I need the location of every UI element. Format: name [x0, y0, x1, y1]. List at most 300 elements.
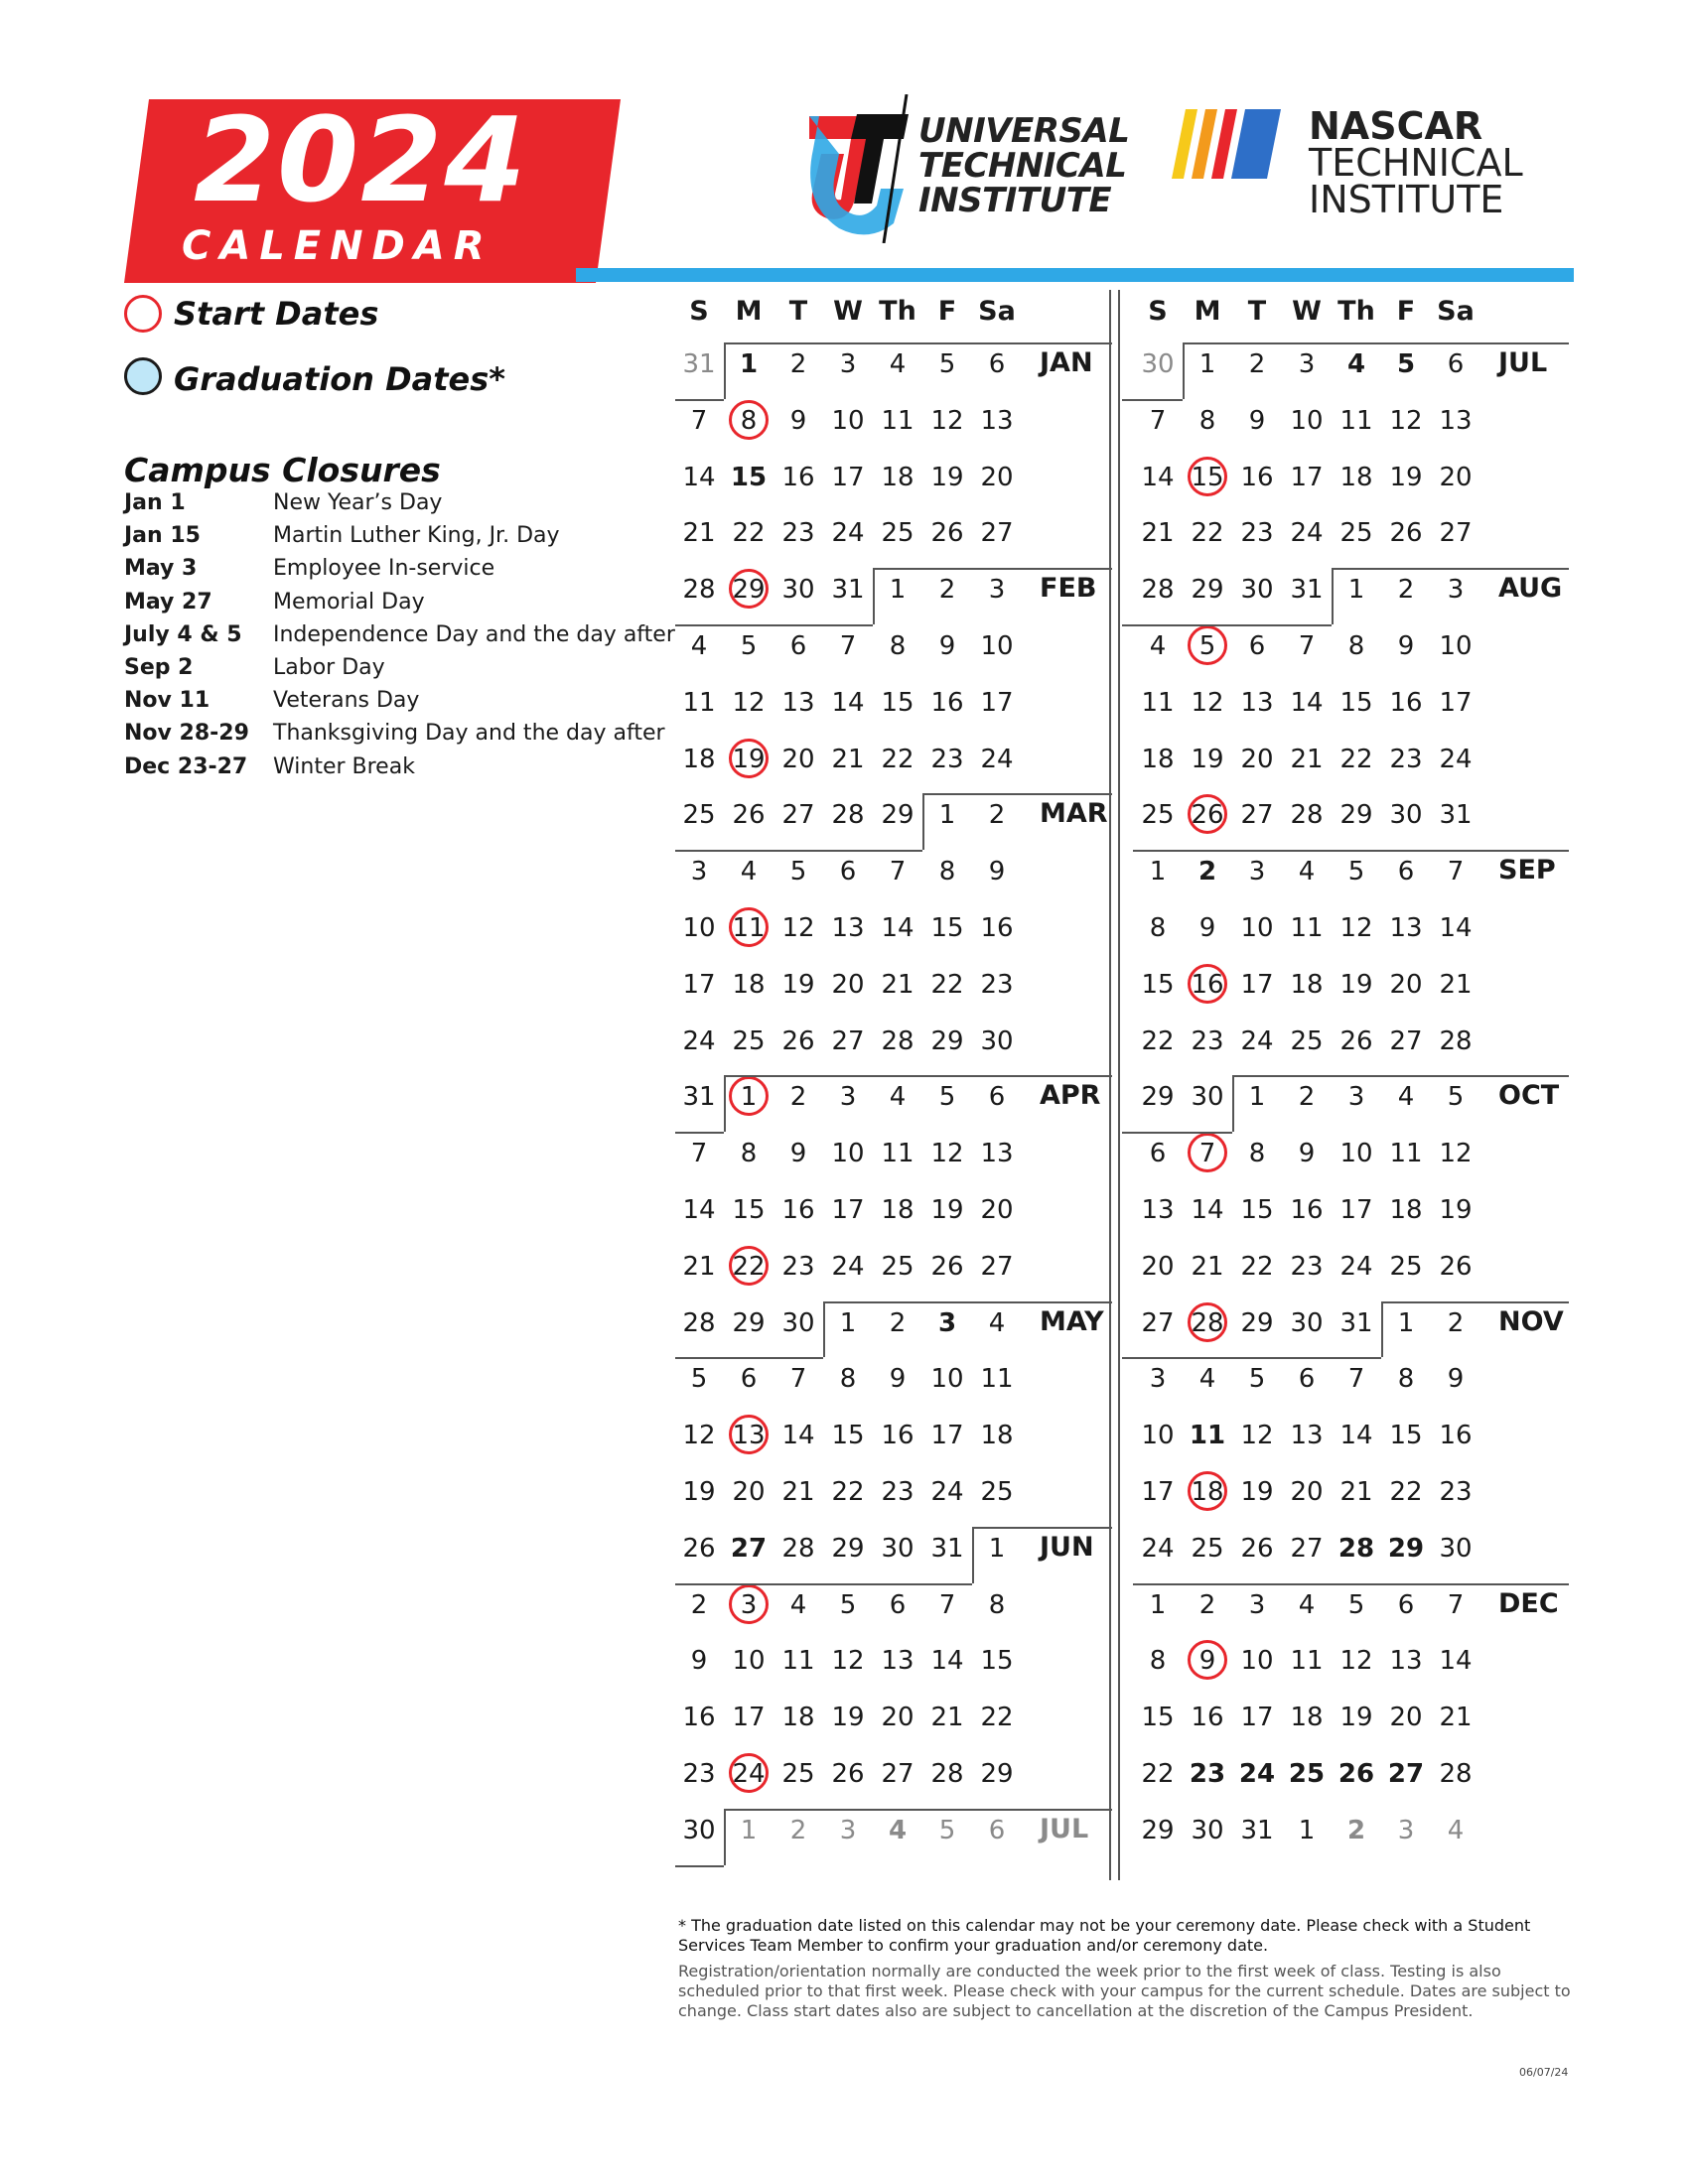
calendar-day: 23 [682, 1759, 716, 1789]
nascar-logo-icon [1172, 109, 1281, 179]
calendar-day: 8 [1149, 1646, 1167, 1677]
calendar-day: 21 [1290, 744, 1324, 774]
calendar-day: 7 [938, 1589, 956, 1620]
calendar-day: 30 [1389, 800, 1423, 831]
calendar-day: 3 [1298, 349, 1316, 379]
calendar-day: 7 [889, 857, 907, 887]
calendar-day-start-date: 9 [1183, 1638, 1232, 1684]
calendar-day: 1 [839, 1307, 857, 1338]
calendar-day: 28 [781, 1533, 815, 1564]
closure-date: Nov 28-29 [124, 721, 249, 747]
month-label: SEP [1498, 855, 1556, 887]
closure-name: Memorial Day [273, 589, 425, 614]
month-label: JUL [1498, 347, 1548, 378]
calendar-day: 25 [881, 1251, 914, 1282]
calendar-day: 23 [1439, 1477, 1473, 1507]
calendar-day: 17 [1240, 969, 1274, 1000]
calendar-day: 24 [831, 518, 865, 549]
calendar-day-start-date: 1 [724, 1074, 774, 1120]
calendar-day: 10 [1439, 631, 1473, 661]
calendar-day: 3 [1347, 1082, 1365, 1113]
calendar-day: 19 [1240, 1477, 1274, 1507]
calendar-day-graduation-date: 5 [922, 341, 972, 387]
calendar-day: 22 [1141, 1759, 1175, 1789]
closure-row [124, 556, 680, 589]
calendar-day: 25 [881, 518, 914, 549]
calendar-day: 4 [1447, 1815, 1465, 1845]
closure-name: Martin Luther King, Jr. Day [273, 523, 560, 549]
calendar-day: 28 [1439, 1759, 1473, 1789]
month-divider-line [724, 342, 726, 399]
calendar-day: 26 [1389, 518, 1423, 549]
month-label: MAY [1040, 1305, 1104, 1337]
calendar-day: 5 [938, 1082, 956, 1113]
calendar-day: 12 [1339, 913, 1373, 943]
calendar-day: 26 [1337, 1759, 1375, 1789]
calendar-day: 7 [839, 631, 857, 661]
closure-row [124, 590, 680, 622]
calendar-day: 4 [1198, 1364, 1216, 1395]
calendar-day: 31 [682, 349, 716, 379]
calendar-day: 20 [980, 1195, 1014, 1225]
month-divider-line [972, 1527, 1112, 1529]
calendar-day: 19 [1339, 1703, 1373, 1733]
calendar-day: 12 [1191, 687, 1224, 718]
calendar-day: 8 [1397, 1364, 1415, 1395]
calendar-day: 9 [690, 1646, 708, 1677]
calendar-day: 23 [1191, 1025, 1224, 1056]
calendar-day-start-date: 13 [724, 1413, 774, 1458]
calendar-day: 2 [938, 575, 956, 606]
weekday-header: F [1396, 296, 1416, 327]
calendar-day: 31 [682, 1082, 716, 1113]
calendar-day: 1 [988, 1533, 1006, 1564]
calendar-day: 2 [1198, 1589, 1216, 1620]
calendar-day-start-date: 11 [724, 905, 774, 951]
weekday-header: M [1194, 296, 1221, 327]
calendar-day: 19 [1191, 744, 1224, 774]
calendar-day: 3 [1447, 575, 1465, 606]
calendar-day: 29 [1240, 1307, 1274, 1338]
calendar-day: 2 [1346, 1815, 1366, 1845]
month-label: APR [1040, 1080, 1101, 1112]
calendar-day: 22 [1389, 1477, 1423, 1507]
calendar-day: 6 [1298, 1364, 1316, 1395]
calendar-day-start-date: 7 [1183, 1131, 1232, 1176]
calendar-day: 12 [1240, 1421, 1274, 1451]
calendar-day: 8 [839, 1364, 857, 1395]
calendar-day: 15 [1141, 969, 1175, 1000]
calendar-day: 24 [1339, 1251, 1373, 1282]
calendar-day: 21 [1439, 969, 1473, 1000]
calendar-day: 10 [1141, 1421, 1175, 1451]
calendar-day: 14 [881, 913, 914, 943]
calendar-day: 24 [682, 1025, 716, 1056]
calendar-day: 27 [1439, 518, 1473, 549]
calendar-day: 11 [881, 1139, 914, 1169]
calendar-day: 29 [1191, 575, 1224, 606]
calendar-day: 29 [831, 1533, 865, 1564]
calendar-day: 21 [1439, 1703, 1473, 1733]
weekday-header: W [1292, 296, 1322, 327]
month-divider-line [873, 568, 1112, 570]
calendar-day-graduation-date: 31 [922, 1526, 972, 1571]
calendar-day: 9 [988, 857, 1006, 887]
calendar-day: 9 [1198, 913, 1216, 943]
closure-name: Labor Day [273, 655, 385, 680]
calendar-day-graduation-date: 29 [922, 1019, 972, 1064]
calendar-day-start-date: 29 [724, 567, 774, 613]
calendar-day: 4 [988, 1307, 1006, 1338]
calendar-day: 8 [1149, 913, 1167, 943]
calendar-day-start-date: 5 [1183, 623, 1232, 669]
calendar-day-start-date: 22 [724, 1244, 774, 1290]
calendar-day: 18 [881, 462, 914, 492]
calendar-day: 1 [889, 575, 907, 606]
calendar-day: 18 [1389, 1195, 1423, 1225]
calendar-day: 14 [682, 1195, 716, 1225]
calendar-day: 17 [1141, 1477, 1175, 1507]
calendar-day: 29 [980, 1759, 1014, 1789]
month-divider-line [922, 793, 1112, 795]
calendar-day: 18 [881, 1195, 914, 1225]
calendar-day: 15 [831, 1421, 865, 1451]
calendar-day: 6 [740, 1364, 758, 1395]
calendar-day: 18 [1141, 744, 1175, 774]
calendar-day: 20 [1290, 1477, 1324, 1507]
calendar-day: 4 [889, 1082, 907, 1113]
calendar-day: 4 [690, 631, 708, 661]
calendar-day: 3 [839, 1815, 857, 1845]
calendar-day: 10 [1240, 1646, 1274, 1677]
calendar-day: 28 [881, 1025, 914, 1056]
calendar-day: 30 [980, 1025, 1014, 1056]
calendar-day: 30 [1191, 1815, 1224, 1845]
calendar-day: 24 [980, 744, 1014, 774]
closure-row [124, 721, 680, 753]
calendar-day-graduation-date: 3 [1381, 1808, 1431, 1853]
calendar-day: 19 [930, 462, 964, 492]
month-divider-line [675, 1583, 972, 1585]
calendar-day: 30 [781, 575, 815, 606]
calendar-day: 2 [1447, 1307, 1465, 1338]
closures-heading: Campus Closures [124, 451, 441, 489]
calendar-day: 11 [1189, 1421, 1226, 1451]
calendar-day-graduation-date: 10 [922, 1356, 972, 1402]
calendar-day: 22 [930, 969, 964, 1000]
calendar-day: 9 [789, 405, 807, 436]
calendar-day: 19 [1339, 969, 1373, 1000]
calendar-day: 27 [1240, 800, 1274, 831]
calendar-day: 9 [1248, 405, 1266, 436]
calendar-day-start-date: 28 [1183, 1300, 1232, 1346]
month-divider-line [724, 1809, 1112, 1811]
month-divider-line [724, 342, 1112, 344]
calendar-day: 4 [889, 349, 907, 379]
calendar-day: 12 [1439, 1139, 1473, 1169]
month-divider-line [1122, 624, 1332, 626]
calendar-day: 29 [881, 800, 914, 831]
calendar-day: 5 [1248, 1364, 1266, 1395]
uti-logo-line-3: INSTITUTE [918, 181, 1112, 220]
calendar-day: 30 [1240, 575, 1274, 606]
calendar-day: 30 [881, 1533, 914, 1564]
calendar-day: 11 [1339, 405, 1373, 436]
calendar-day: 13 [1141, 1195, 1175, 1225]
calendar-day: 21 [682, 1251, 716, 1282]
calendar-day: 15 [732, 1195, 766, 1225]
calendar-day: 24 [1290, 518, 1324, 549]
calendar-day: 14 [1339, 1421, 1373, 1451]
calendar-day: 12 [682, 1421, 716, 1451]
calendar-day: 30 [1141, 349, 1175, 379]
calendar-day: 18 [1290, 969, 1324, 1000]
month-divider-line [1183, 342, 1185, 399]
calendar-day: 17 [732, 1703, 766, 1733]
calendar-day: 13 [831, 913, 865, 943]
weekday-header: Sa [978, 296, 1016, 327]
uti-logo-line-2: TECHNICAL [918, 146, 1127, 186]
calendar-day: 20 [1389, 969, 1423, 1000]
closure-date: Dec 23-27 [124, 753, 248, 779]
closure-row [124, 490, 680, 523]
calendar-day: 22 [1191, 518, 1224, 549]
calendar-day-start-date: 19 [724, 737, 774, 782]
calendar-day: 19 [1389, 462, 1423, 492]
legend-start-label: Start Dates [174, 295, 379, 333]
document-date: 06/07/24 [1519, 2066, 1569, 2079]
calendar-day: 20 [1389, 1703, 1423, 1733]
calendar-day: 17 [1290, 462, 1324, 492]
calendar-day: 6 [1248, 631, 1266, 661]
calendar-day: 2 [1197, 857, 1217, 887]
calendar-day: 1 [740, 1815, 758, 1845]
calendar-day: 15 [1141, 1703, 1175, 1733]
calendar-day: 28 [682, 1307, 716, 1338]
calendar-day: 28 [930, 1759, 964, 1789]
start-date-circle-icon [124, 295, 162, 333]
calendar-day: 3 [1248, 857, 1266, 887]
calendar-day: 7 [690, 1139, 708, 1169]
calendar-day: 28 [682, 575, 716, 606]
calendar-day: 10 [682, 913, 716, 943]
calendar-day: 28 [1439, 1025, 1473, 1056]
calendar-day: 5 [938, 1815, 956, 1845]
calendar-day: 6 [839, 857, 857, 887]
weekday-header: T [788, 296, 808, 327]
calendar-day: 4 [1298, 1589, 1316, 1620]
calendar-day: 25 [1290, 1025, 1324, 1056]
month-divider-line [724, 1075, 726, 1132]
month-label: NOV [1498, 1305, 1564, 1337]
calendar-day: 11 [1389, 1139, 1423, 1169]
calendar-day-start-date: 18 [1183, 1469, 1232, 1515]
calendar-day: 25 [1141, 800, 1175, 831]
calendar-day: 22 [1141, 1025, 1175, 1056]
calendar-day-graduation-date: 4 [1381, 1074, 1431, 1120]
calendar-day: 10 [1339, 1139, 1373, 1169]
calendar-day: 9 [938, 631, 956, 661]
calendar-day: 15 [730, 462, 768, 492]
calendar-day: 3 [937, 1307, 957, 1338]
calendar-day: 21 [1339, 1477, 1373, 1507]
month-divider-line [1122, 1132, 1232, 1134]
calendar-day: 11 [980, 1364, 1014, 1395]
month-divider-line [675, 1357, 823, 1359]
calendar-day: 26 [682, 1533, 716, 1564]
calendar-day: 11 [881, 405, 914, 436]
calendar-day: 24 [1238, 1759, 1276, 1789]
calendar-day: 8 [740, 1139, 758, 1169]
calendar-day-graduation-date: 15 [1381, 1413, 1431, 1458]
calendar-day-graduation-date: 25 [1381, 1244, 1431, 1290]
month-label: FEB [1040, 573, 1097, 605]
calendar-day: 27 [781, 800, 815, 831]
calendar-day-graduation-date: 13 [1381, 905, 1431, 951]
calendar-day: 25 [732, 1025, 766, 1056]
calendar-day: 7 [1347, 1364, 1365, 1395]
calendar-day: 24 [1240, 1025, 1274, 1056]
calendar-day: 14 [930, 1646, 964, 1677]
month-divider-line [972, 1527, 974, 1583]
calendar-day: 1 [1248, 1082, 1266, 1113]
calendar-day: 26 [732, 800, 766, 831]
calendar-day: 15 [881, 687, 914, 718]
calendar-day: 11 [1290, 1646, 1324, 1677]
closure-date: Jan 15 [124, 523, 201, 549]
calendar-day: 21 [781, 1477, 815, 1507]
calendar-day: 8 [1347, 631, 1365, 661]
calendar-day: 16 [980, 913, 1014, 943]
calendar-day: 10 [831, 405, 865, 436]
weekday-header: F [937, 296, 957, 327]
nascar-logo-line-2: TECHNICAL [1309, 141, 1523, 185]
calendar-day: 23 [781, 1251, 815, 1282]
month-divider-line [1122, 1357, 1381, 1359]
calendar-day: 29 [1141, 1082, 1175, 1113]
calendar-day-graduation-date: 2 [1381, 567, 1431, 613]
calendar-day: 31 [831, 575, 865, 606]
calendar-day: 5 [1447, 1082, 1465, 1113]
calendar-day: 23 [781, 518, 815, 549]
month-divider-line [675, 850, 922, 852]
calendar-day: 8 [1198, 405, 1216, 436]
calendar-day: 30 [1191, 1082, 1224, 1113]
calendar-day: 3 [839, 1082, 857, 1113]
calendar-day: 26 [1240, 1533, 1274, 1564]
calendar-day: 2 [988, 800, 1006, 831]
calendar-day: 16 [682, 1703, 716, 1733]
calendar-day: 27 [1389, 1025, 1423, 1056]
month-label: DEC [1498, 1587, 1559, 1619]
calendar-day: 17 [930, 1421, 964, 1451]
calendar-day: 20 [1141, 1251, 1175, 1282]
calendar-day: 27 [980, 1251, 1014, 1282]
calendar-day: 27 [1387, 1759, 1425, 1789]
month-divider-line [1381, 1301, 1383, 1358]
month-divider-line [675, 1132, 724, 1134]
calendar-day: 12 [1339, 1646, 1373, 1677]
closure-row [124, 688, 680, 721]
banner-subtitle: CALENDAR [182, 223, 493, 269]
calendar-day-graduation-date: 19 [922, 1187, 972, 1233]
closure-date: May 27 [124, 589, 212, 614]
calendar-day: 29 [732, 1307, 766, 1338]
calendar-day: 19 [682, 1477, 716, 1507]
calendar-day: 10 [980, 631, 1014, 661]
calendar-day-graduation-date: 26 [922, 510, 972, 556]
calendar-day: 5 [1347, 857, 1365, 887]
column-divider-line [1118, 290, 1120, 1880]
calendar-day: 31 [1439, 800, 1473, 831]
calendar-day: 27 [881, 1759, 914, 1789]
calendar-day: 12 [831, 1646, 865, 1677]
calendar-day: 15 [980, 1646, 1014, 1677]
month-label: OCT [1498, 1080, 1560, 1112]
calendar-day: 25 [1339, 518, 1373, 549]
calendar-day: 16 [1439, 1421, 1473, 1451]
calendar-day: 14 [1141, 462, 1175, 492]
calendar-day: 16 [1389, 687, 1423, 718]
calendar-day: 1 [1298, 1815, 1316, 1845]
calendar-day: 8 [1248, 1139, 1266, 1169]
month-divider-line [873, 568, 875, 624]
month-label: MAR [1040, 798, 1108, 830]
calendar-day: 7 [1298, 631, 1316, 661]
calendar-day: 1 [938, 800, 956, 831]
calendar-day: 14 [1439, 913, 1473, 943]
calendar-day: 1 [1397, 1307, 1415, 1338]
calendar-day: 27 [1141, 1307, 1175, 1338]
calendar-day-graduation-date: 8 [922, 849, 972, 894]
calendar-day: 4 [888, 1815, 908, 1845]
calendar-day: 26 [781, 1025, 815, 1056]
month-label: JAN [1040, 347, 1093, 378]
calendar-day-start-date: 8 [724, 398, 774, 444]
month-divider-line [1183, 342, 1569, 344]
closure-name: Thanksgiving Day and the day after [273, 721, 665, 747]
calendar-day: 22 [881, 744, 914, 774]
calendar-day: 2 [889, 1307, 907, 1338]
calendar-day: 13 [881, 1646, 914, 1677]
calendar-day: 16 [781, 1195, 815, 1225]
calendar-day: 13 [1389, 1646, 1423, 1677]
calendar-day: 5 [839, 1589, 857, 1620]
calendar-day-start-date: 26 [1183, 792, 1232, 838]
calendar-day: 21 [1141, 518, 1175, 549]
calendar-day: 3 [839, 349, 857, 379]
calendar-day: 1 [1149, 1589, 1167, 1620]
calendar-day: 22 [732, 518, 766, 549]
calendar-day: 6 [988, 1082, 1006, 1113]
month-divider-line [724, 1809, 726, 1865]
nascar-logo-line-1: NASCAR [1309, 104, 1483, 148]
calendar-day: 22 [1339, 744, 1373, 774]
calendar-day: 29 [1339, 800, 1373, 831]
calendar-day: 2 [789, 1815, 807, 1845]
calendar-day: 5 [1347, 1589, 1365, 1620]
calendar-day: 22 [831, 1477, 865, 1507]
calendar-day: 15 [930, 913, 964, 943]
calendar-day: 20 [881, 1703, 914, 1733]
closure-date: Sep 2 [124, 655, 194, 680]
calendar-day: 25 [1288, 1759, 1326, 1789]
month-divider-line [1232, 1075, 1234, 1132]
calendar-day: 1 [739, 349, 759, 379]
calendar-day-start-date: 15 [1183, 455, 1232, 500]
calendar-day: 7 [1447, 1589, 1465, 1620]
calendar-day: 9 [889, 1364, 907, 1395]
